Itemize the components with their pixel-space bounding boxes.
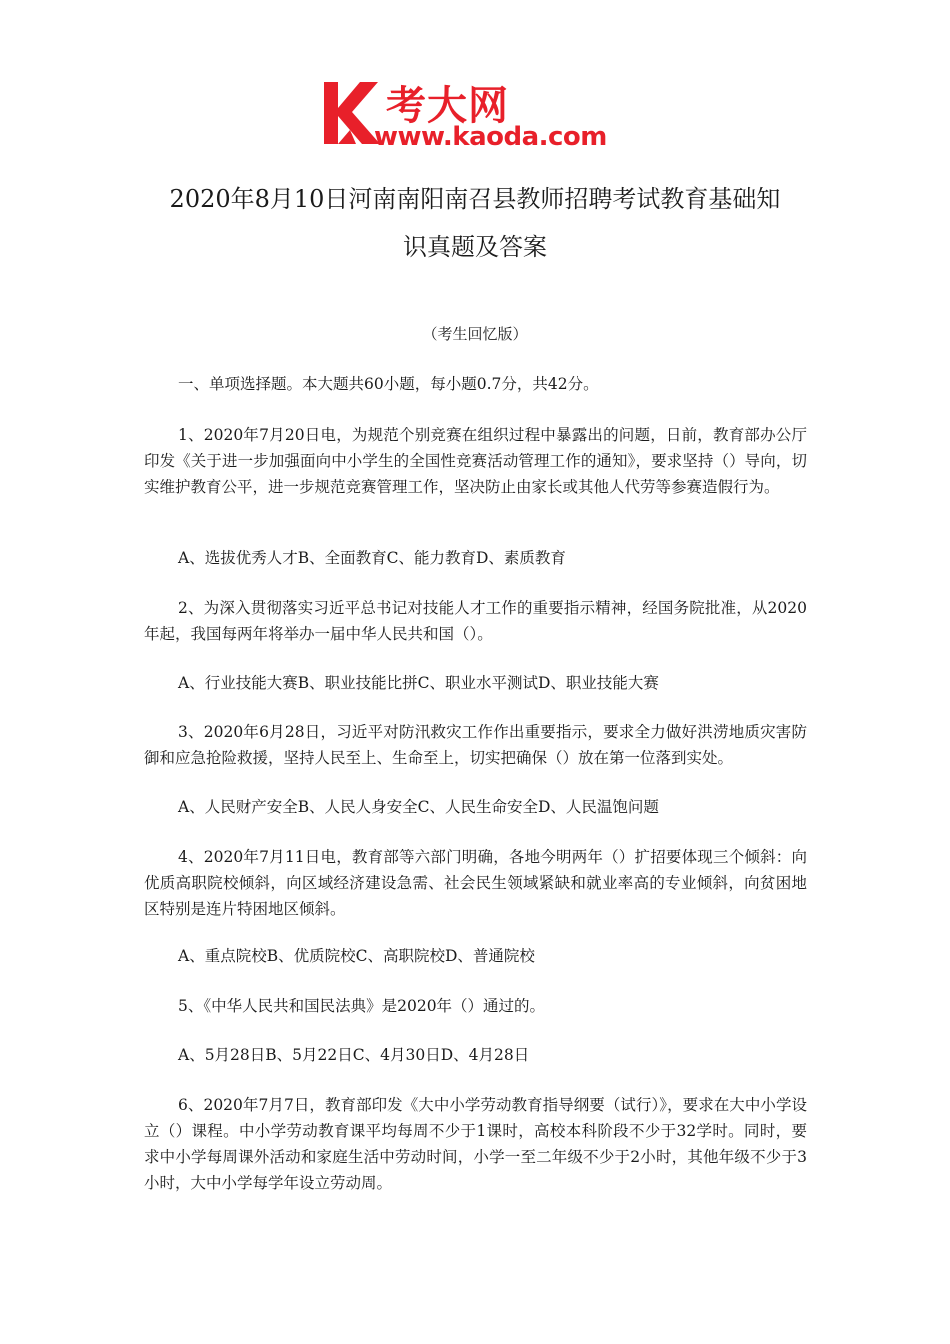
section-heading: 一、单项选择题。本大题共60小题，每小题0.7分，共42分。 bbox=[178, 375, 599, 393]
question-1-options: A、选拔优秀人才B、全面教育C、能力教育D、素质教育 bbox=[178, 549, 566, 567]
question-5-options: A、5月28日B、5月22日C、4月30日D、4月28日 bbox=[178, 1046, 530, 1064]
logo-brand-name: 考大网 bbox=[386, 83, 509, 129]
question-2: 2、为深入贯彻落实习近平总书记对技能人才工作的重要指示精神，经国务院批准，从2020年起，我国每两年将举办一届中华人民共和国（）。 bbox=[144, 599, 807, 643]
question-4-options: A、重点院校B、优质院校C、高职院校D、普通院校 bbox=[178, 947, 535, 965]
question-3-options: A、人民财产安全B、人民人身安全C、人民生命安全D、人民温饱问题 bbox=[178, 798, 659, 816]
question-2-options: A、行业技能大赛B、职业技能比拼C、职业水平测试D、职业技能大赛 bbox=[178, 674, 659, 692]
document-subtitle: （考生回忆版） bbox=[422, 325, 528, 343]
kaoda-logo bbox=[320, 78, 640, 160]
logo-url: www.kaoda.com bbox=[374, 122, 607, 152]
question-5: 5、《中华人民共和国民法典》是2020年（）通过的。 bbox=[178, 997, 546, 1015]
question-6: 6、2020年7月7日，教育部印发《大中小学劳动教育指导纲要（试行）》，要求在大中小学设立（）课程。中小学劳动教育课平均每周不少于1课时，高校本科阶段不少于32学时。同时，要求中小学每周课外活动和家庭生活中劳动时间，小学一至二年级不少于2小时，其他年级不少于3小时，大中小学每学年设立劳动周。 bbox=[144, 1096, 807, 1192]
question-3: 3、2020年6月28日，习近平对防汛救灾工作作出重要指示，要求全力做好洪涝地质灾害防御和应急抢险救援，坚持人民至上、生命至上，切实把确保（）放在第一位落到实处。 bbox=[144, 723, 807, 767]
question-1: 1、2020年7月20日电，为规范个别竞赛在组织过程中暴露出的问题，日前，教育部办公厅印发《关于进一步加强面向中小学生的全国性竞赛活动管理工作的通知》，要求坚持（）导向，切实维护教育公平，进一步规范竞赛管理工作，坚决防止由家长或其他人代劳等参赛造假行为。 bbox=[144, 426, 807, 496]
k-letter-icon bbox=[320, 78, 382, 148]
document-title-line-2: 识真题及答案 bbox=[403, 233, 547, 261]
document-title-line-1: 2020年8月10日河南南阳南召县教师招聘考试教育基础知 bbox=[169, 185, 781, 213]
question-4: 4、2020年7月11日电，教育部等六部门明确，各地今明两年（）扩招要体现三个倾斜：向优质高职院校倾斜，向区域经济建设急需、社会民生领域紧缺和就业率高的专业倾斜，向贫困地区特别是连片特困地区倾斜。 bbox=[144, 848, 807, 918]
